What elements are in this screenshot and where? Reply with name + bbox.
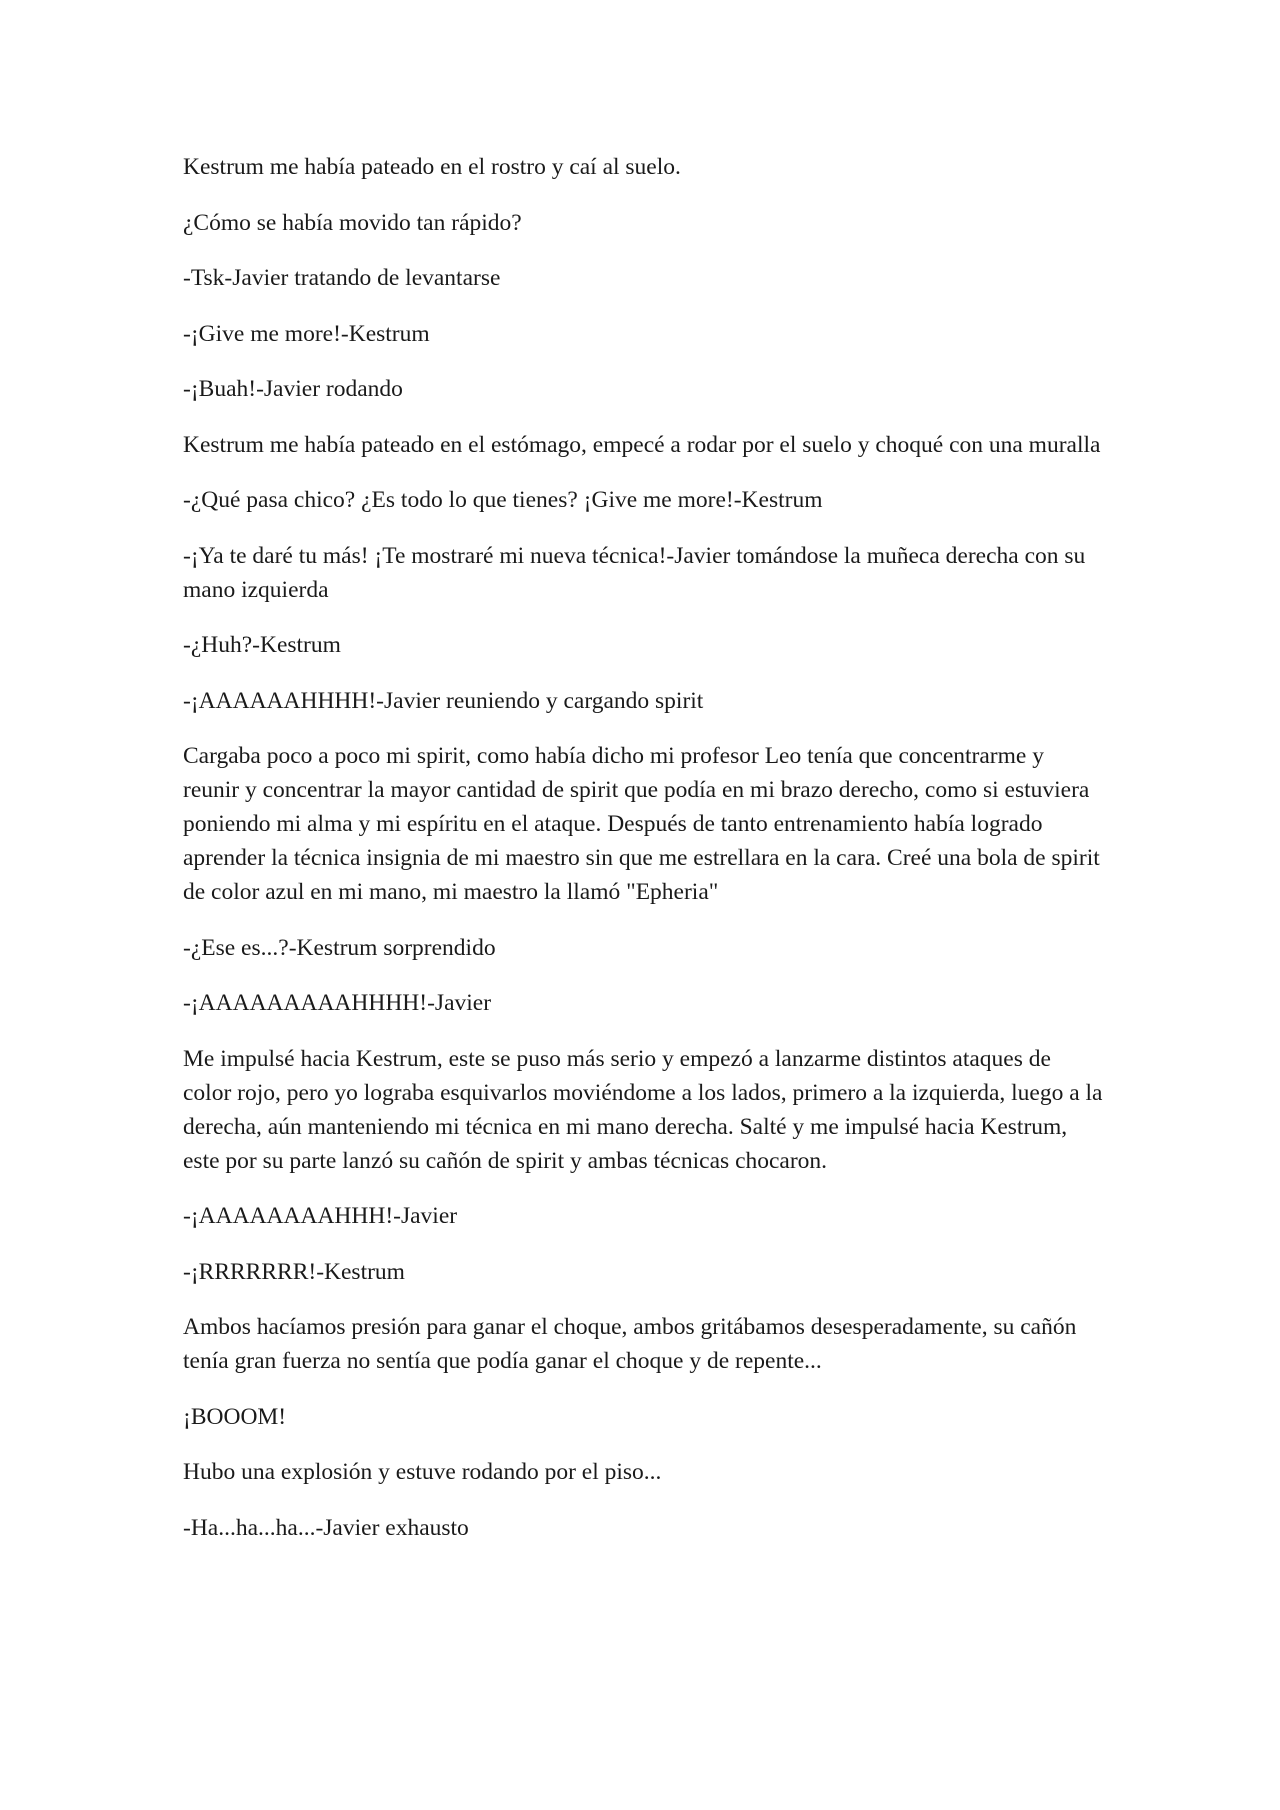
dialogue-line: -¿Ese es...?-Kestrum sorprendido	[183, 934, 496, 961]
dialogue-line: -Ha...ha...ha...-Javier exhausto	[183, 1514, 469, 1541]
paragraph: Hubo una explosión y estuve rodando por el piso...	[183, 1459, 662, 1485]
paragraph: Kestrum me había pateado en el rostro y caí al suelo.	[183, 154, 681, 180]
paragraph: ¿Cómo se había movido tan rápido?	[183, 209, 522, 236]
paragraph: Kestrum me había pateado en el estómago, empecé a rodar por el suelo y choqué con una muralla	[183, 431, 1101, 458]
document-body	[183, 150, 1103, 1566]
paragraph: Cargaba poco a poco mi spirit, como había dicho mi profesor Leo tenía que concentrarme y reunir y concentrar la mayor cantidad de spirit que podía en mi brazo derecho, como si estuviera poniendo mi alma y mi espíritu en el ataque. Después de tanto entrenamiento había logrado aprender la técnica insignia de mi maestro sin que me estrellara en la cara. Creé una bola de spirit de color azul en mi mano, mi maestro la llamó "Epheria"	[183, 743, 1100, 905]
dialogue-line: -¡Ya te daré tu más! ¡Te mostraré mi nueva técnica!-Javier tomándose la muñeca derecha con su mano izquierda	[183, 542, 1086, 603]
paragraph: Ambos hacíamos presión para ganar el choque, ambos gritábamos desesperadamente, su cañón tenía gran fuerza no sentía que podía ganar el choque y de repente...	[183, 1314, 1077, 1374]
dialogue-line: -¿Huh?-Kestrum	[183, 632, 341, 658]
dialogue-line: -¡AAAAAAHHHH!-Javier reuniendo y cargando spirit	[183, 687, 704, 714]
dialogue-line: -¡RRRRRRR!-Kestrum	[183, 1258, 405, 1285]
dialogue-line: -Tsk-Javier tratando de levantarse	[183, 265, 501, 291]
sound-effect-line: ¡BOOOM!	[183, 1403, 287, 1430]
dialogue-line: -¡AAAAAAAAAHHHH!-Javier	[183, 990, 492, 1016]
dialogue-line: -¡Buah!-Javier rodando	[183, 376, 403, 402]
paragraph: Me impulsé hacia Kestrum, este se puso más serio y empezó a lanzarme distintos ataques de color rojo, pero yo lograba esquivarlos moviéndome a los lados, primero a la izquierda, luego a la derecha, aún manteniendo mi técnica en mi mano derecha. Salté y me impulsé hacia Kestrum, este por su parte lanzó su cañón de spirit y ambas técnicas chocaron.	[183, 1045, 1103, 1174]
dialogue-line: -¿Qué pasa chico? ¿Es todo lo que tienes? ¡Give me more!-Kestrum	[183, 487, 823, 513]
dialogue-line: -¡AAAAAAAAHHH!-Javier	[183, 1203, 458, 1229]
dialogue-line: -¡Give me more!-Kestrum	[183, 320, 430, 347]
